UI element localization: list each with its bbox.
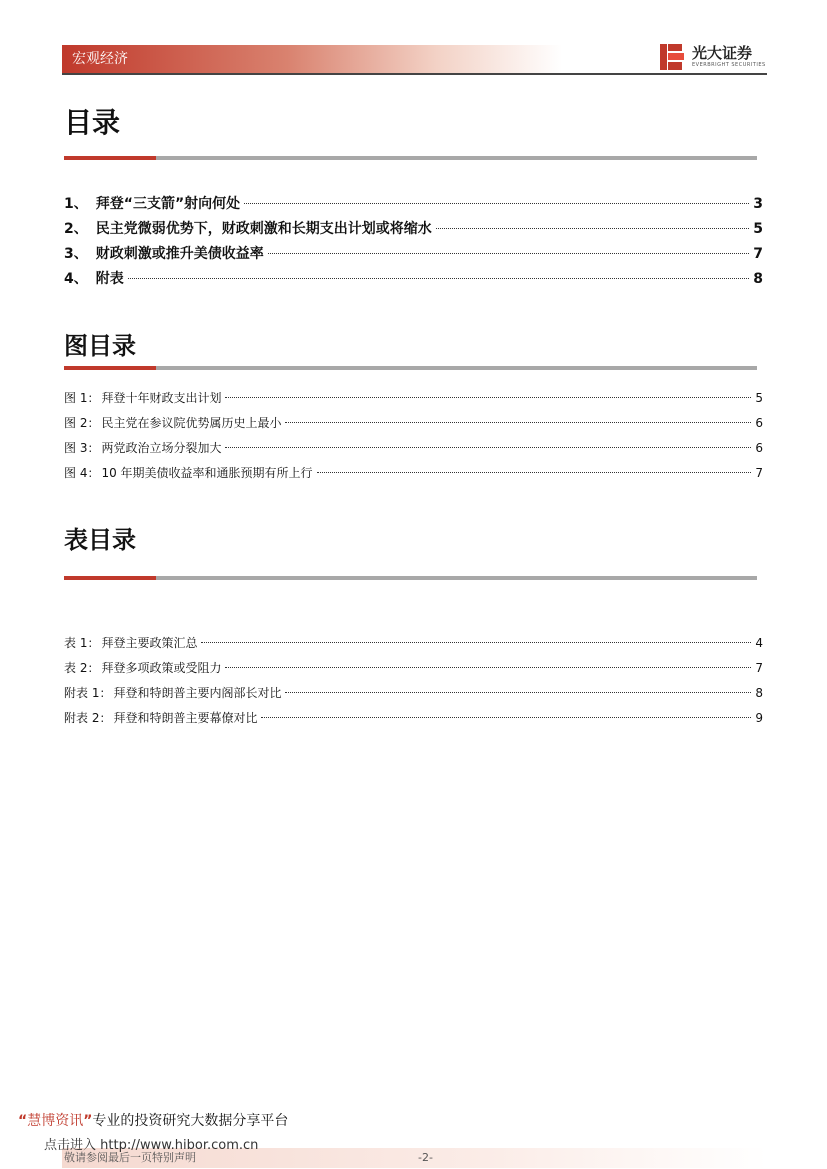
quote-open: “ xyxy=(18,1113,28,1129)
toc-item[interactable] xyxy=(64,268,763,288)
table-item-page: 4 xyxy=(755,636,763,650)
figure-item-text: 10 年期美债收益率和通胀预期有所上行 xyxy=(101,466,313,480)
leader-dots xyxy=(244,203,749,204)
toc-item-page: 8 xyxy=(753,271,763,287)
leader-dots xyxy=(225,667,751,668)
figure-item[interactable] xyxy=(64,464,763,482)
leader-dots xyxy=(436,228,750,229)
logo-subtext: EVERBRIGHT SECURITIES xyxy=(692,62,766,68)
table-item[interactable] xyxy=(64,684,763,702)
toc-item[interactable] xyxy=(64,193,763,213)
figure-item[interactable] xyxy=(64,439,763,457)
toc-item-number: 3、 xyxy=(64,246,88,262)
table-item[interactable] xyxy=(64,634,763,652)
table-item-text: 拜登多项政策或受阻力 xyxy=(101,661,222,675)
toc-item-text: 附表 xyxy=(95,271,124,287)
figure-item-label: 图 3： xyxy=(64,441,100,455)
table-item-label: 附表 1： xyxy=(64,686,112,700)
figure-item[interactable] xyxy=(64,389,763,407)
footer-promo xyxy=(18,1112,288,1130)
toc-item-number: 1、 xyxy=(64,196,88,212)
footer-link[interactable]: 点击进入 http://www.hibor.com.cn xyxy=(44,1138,259,1153)
figure-item-label: 图 4： xyxy=(64,466,100,480)
figures-title: 图目录 xyxy=(64,332,136,360)
figures-title-rule xyxy=(64,366,757,370)
figure-item-page: 6 xyxy=(755,416,763,430)
figure-item-label: 图 1： xyxy=(64,391,100,405)
figure-item-page: 5 xyxy=(755,391,763,405)
tables-title: 表目录 xyxy=(64,526,136,554)
figure-item-text: 民主党在参议院优势属历史上最小 xyxy=(101,416,282,430)
figure-item[interactable] xyxy=(64,414,763,432)
table-item[interactable] xyxy=(64,709,763,727)
footer-disclaimer: 敬请参阅最后一页特别声明 xyxy=(64,1151,196,1164)
toc-item-text: 拜登“三支箭”射向何处 xyxy=(95,196,241,212)
quote-close: ” xyxy=(83,1113,93,1129)
toc-item-text: 民主党微弱优势下，财政刺激和长期支出计划或将缩水 xyxy=(95,221,432,237)
leader-dots xyxy=(285,422,751,423)
toc-item-number: 4、 xyxy=(64,271,88,287)
table-item-page: 8 xyxy=(755,686,763,700)
logo-text: 光大证券 xyxy=(692,44,753,62)
toc-item-number: 2、 xyxy=(64,221,88,237)
table-item-text: 拜登主要政策汇总 xyxy=(101,636,198,650)
section-label: 宏观经济 xyxy=(72,51,128,67)
header-divider xyxy=(62,73,767,75)
figure-item-text: 两党政治立场分裂加大 xyxy=(101,441,222,455)
leader-dots xyxy=(261,717,751,718)
leader-dots xyxy=(225,447,751,448)
toc-item-text: 财政刺激或推升美债收益率 xyxy=(95,246,264,262)
table-item-label: 表 1： xyxy=(64,636,100,650)
table-item[interactable] xyxy=(64,659,763,677)
table-item-label: 表 2： xyxy=(64,661,100,675)
toc-item[interactable] xyxy=(64,218,763,238)
leader-dots xyxy=(225,397,751,398)
table-item-label: 附表 2： xyxy=(64,711,112,725)
table-item-text: 拜登和特朗普主要幕僚对比 xyxy=(113,711,258,725)
page-number: -2- xyxy=(418,1151,433,1164)
toc-item-page: 3 xyxy=(753,196,763,212)
leader-dots xyxy=(128,278,750,279)
header-band xyxy=(62,45,562,73)
toc-item[interactable] xyxy=(64,243,763,263)
tables-title-rule xyxy=(64,576,757,580)
figure-item-page: 6 xyxy=(755,441,763,455)
footer-slogan: 专业的投资研究大数据分享平台 xyxy=(92,1113,289,1129)
toc-item-page: 5 xyxy=(753,221,763,237)
footer-brand: 慧博资讯 xyxy=(27,1113,84,1129)
leader-dots xyxy=(285,692,751,693)
table-item-page: 9 xyxy=(755,711,763,725)
leader-dots xyxy=(317,472,751,473)
leader-dots xyxy=(201,642,751,643)
figure-item-label: 图 2： xyxy=(64,416,100,430)
toc-title: 目录 xyxy=(64,106,121,139)
figure-item-text: 拜登十年财政支出计划 xyxy=(101,391,222,405)
table-item-page: 7 xyxy=(755,661,763,675)
leader-dots xyxy=(268,253,750,254)
table-item-text: 拜登和特朗普主要内阁部长对比 xyxy=(113,686,282,700)
toc-title-rule xyxy=(64,156,757,160)
toc-item-page: 7 xyxy=(753,246,763,262)
figure-item-page: 7 xyxy=(755,466,763,480)
